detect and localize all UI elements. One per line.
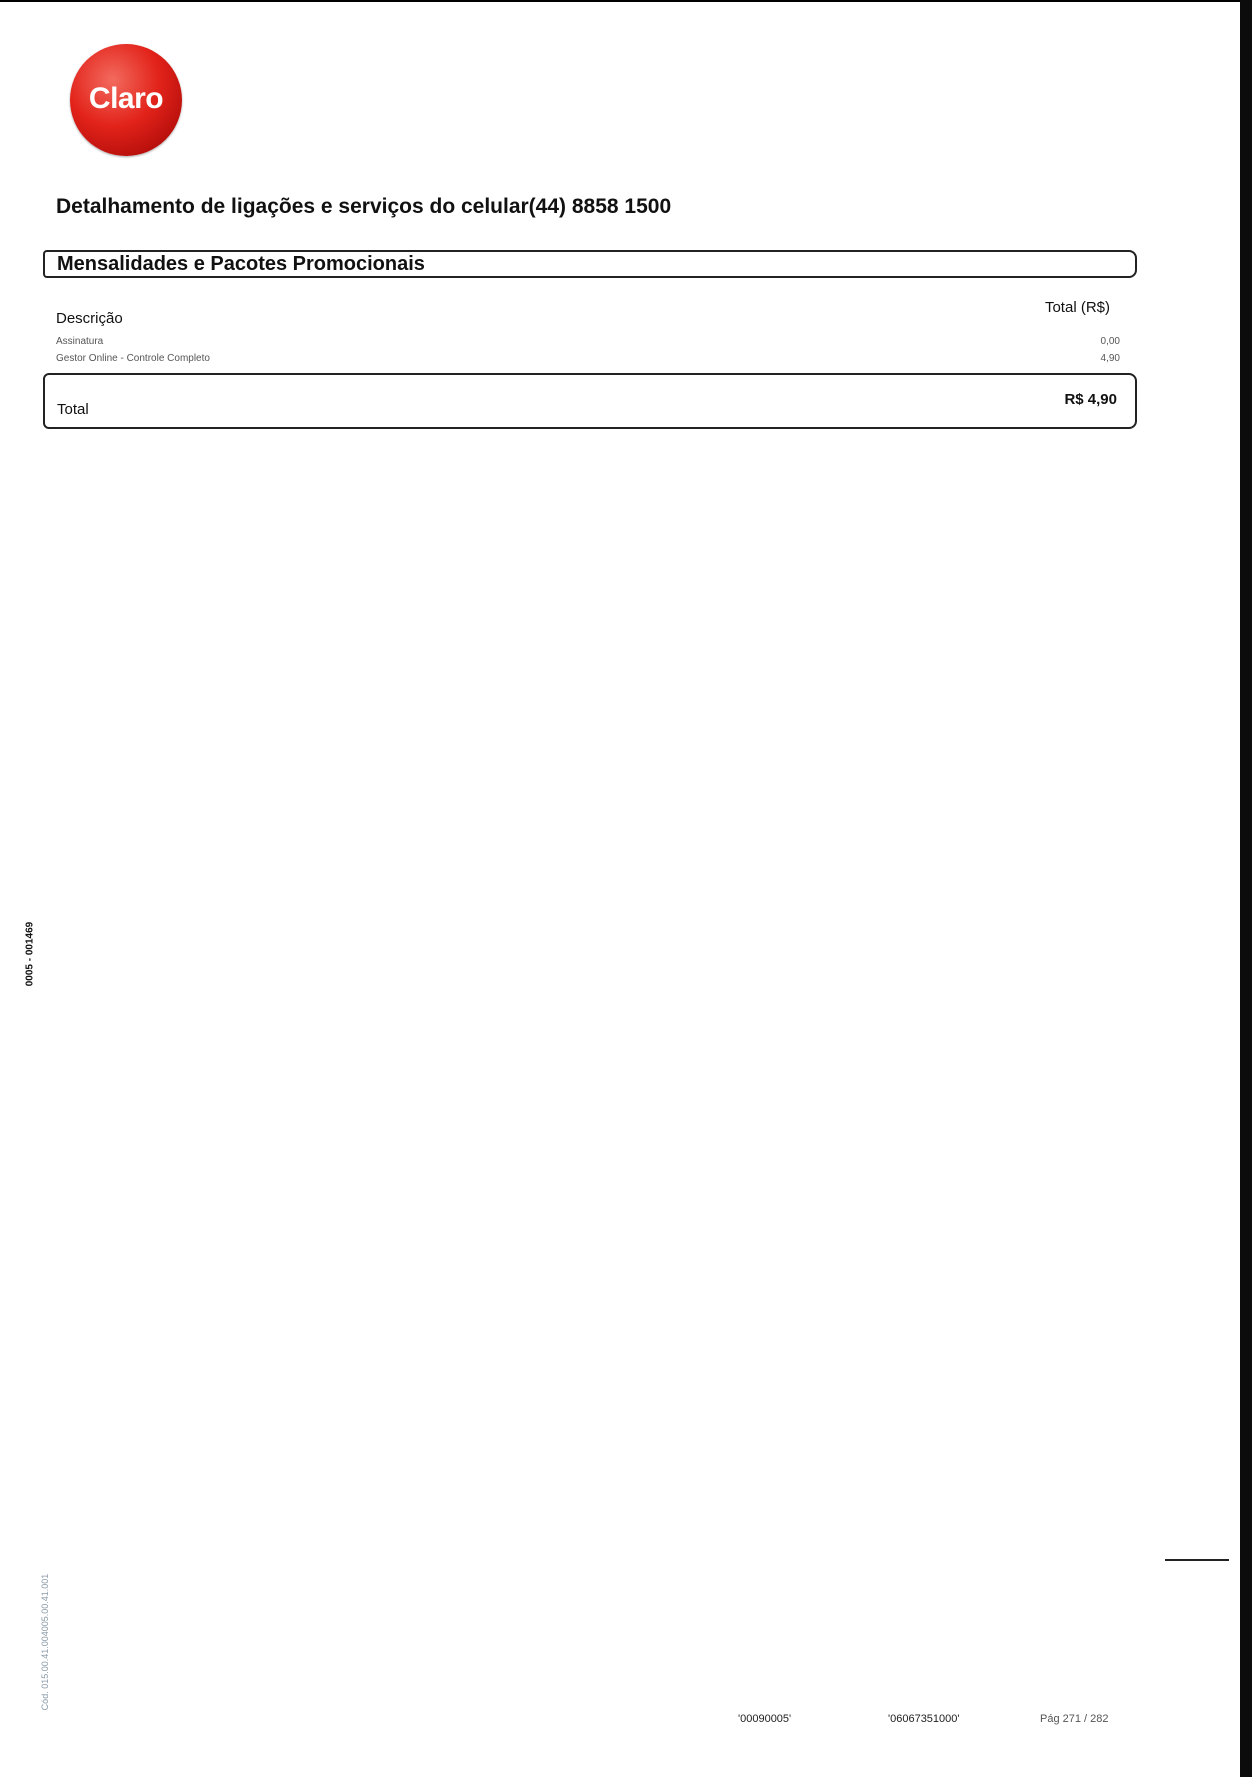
item-value: 4,90: [1100, 353, 1120, 364]
side-doc-reference: Cód. 015.00.41.004005.00.41.001: [40, 1573, 50, 1711]
scan-edge: [1240, 0, 1252, 1777]
footer-code-2: '06067351000': [888, 1713, 960, 1725]
description-column-header: Descrição: [56, 310, 123, 327]
total-label: Total: [57, 401, 89, 418]
logo-text: Claro: [88, 82, 164, 115]
divider: [1165, 1559, 1229, 1561]
footer-code-1: '00090005': [738, 1713, 792, 1725]
total-column-header: Total (R$): [1044, 299, 1110, 316]
section-header: [43, 250, 1137, 278]
page-number: Pág 271 / 282: [1040, 1713, 1109, 1725]
section-title: Mensalidades e Pacotes Promocionais: [57, 253, 425, 275]
invoice-page: [0, 2, 1240, 1777]
item-description: Assinatura: [56, 336, 104, 347]
item-value: 0,00: [1100, 336, 1120, 347]
total-box: [43, 373, 1137, 429]
side-code: 0005 - 001469: [24, 921, 36, 987]
item-description: Gestor Online - Controle Completo: [56, 353, 210, 364]
claro-logo: [70, 44, 182, 156]
page-title: Detalhamento de ligações e serviços do celular(44) 8858 1500: [56, 195, 672, 218]
total-value: R$ 4,90: [1064, 391, 1117, 408]
